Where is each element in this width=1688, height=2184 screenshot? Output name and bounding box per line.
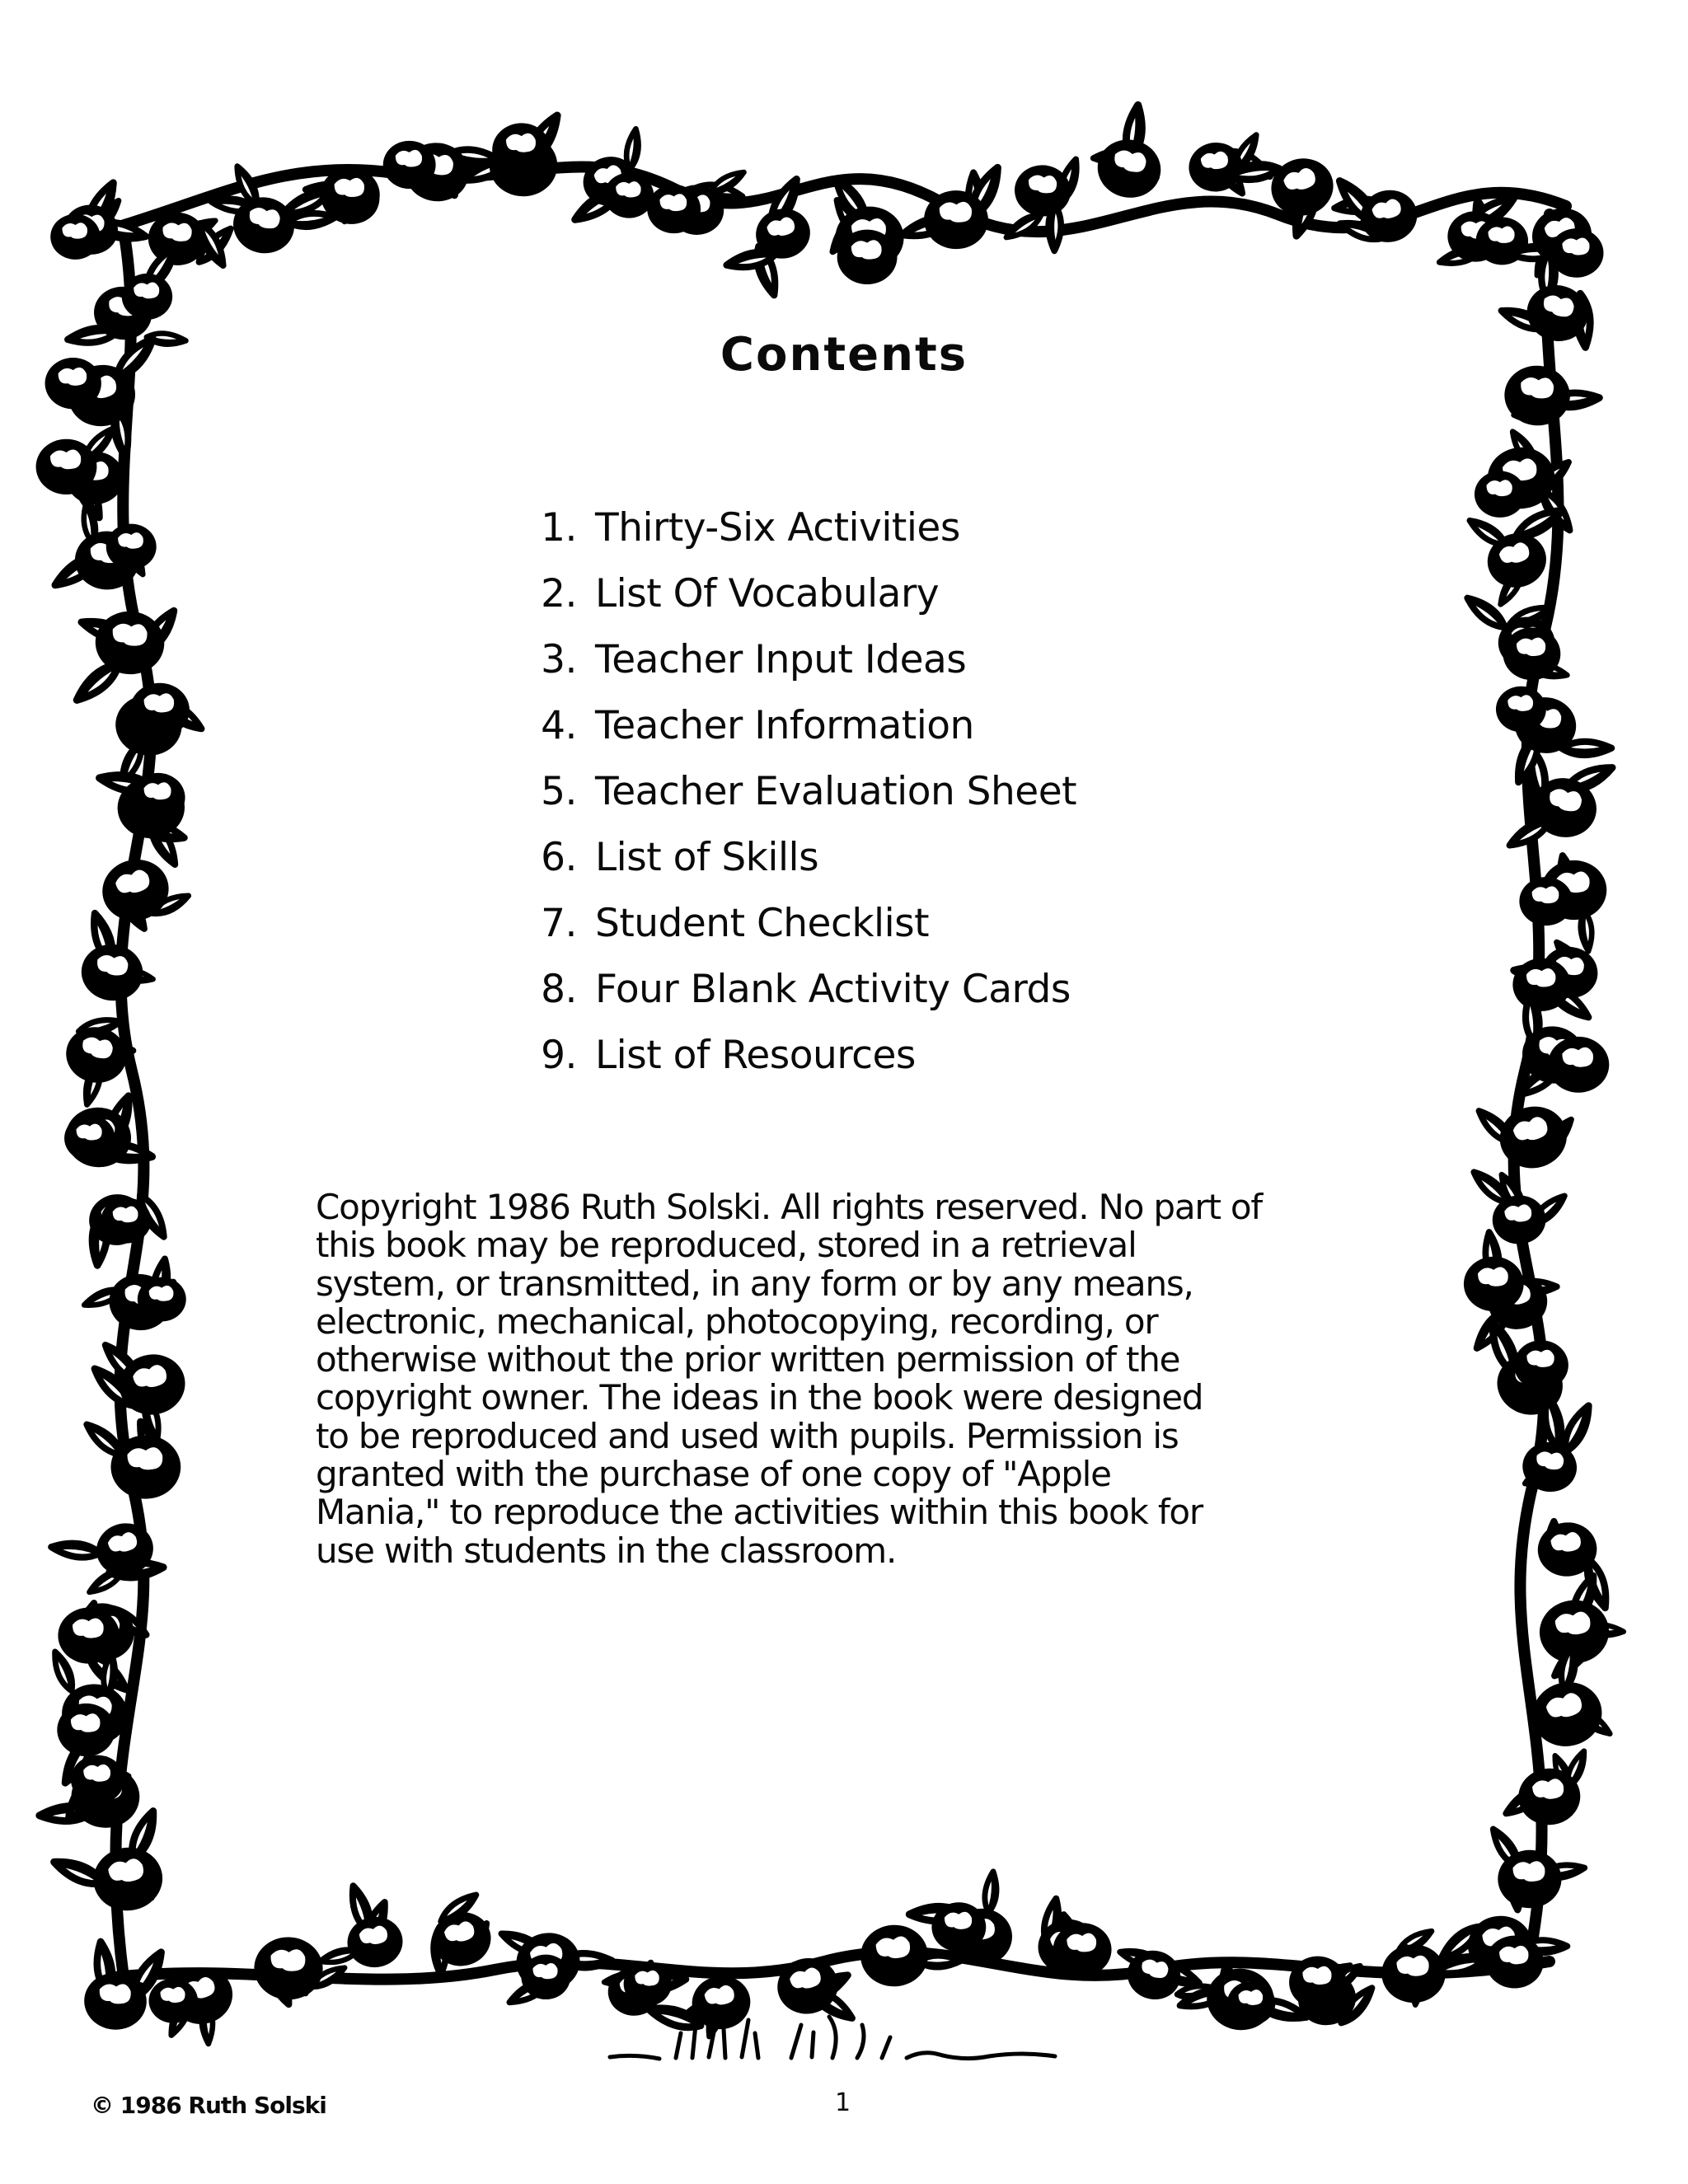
contents-item-label: Four Blank Activity Cards (595, 967, 1071, 1012)
contents-item-label: Thirty-Six Activities (595, 505, 960, 551)
copyright-line: granted with the purchase of one copy of "Apple (316, 1454, 1111, 1495)
copyright-paragraph (316, 1188, 1387, 1570)
contents-item (513, 900, 1076, 966)
copyright-line: to be reproduced and used with pupils. Permission is (316, 1415, 1179, 1456)
copyright-line: otherwise without the prior written permission of the (316, 1339, 1180, 1380)
contents-item-label: Teacher Input Ideas (595, 637, 967, 682)
contents-item-number: 3. (541, 637, 577, 682)
contents-item-label: List of Skills (595, 835, 819, 880)
contents-item (513, 702, 1076, 768)
contents-item (513, 636, 1076, 702)
page-title: Contents (720, 328, 968, 382)
copyright-line: Mania," to reproduce the activities within this book for (316, 1492, 1203, 1533)
contents-item-number: 6. (541, 835, 577, 880)
contents-item-number: 5. (541, 769, 577, 814)
contents-item-number: 4. (541, 703, 577, 748)
contents-item-label: Teacher Information (595, 703, 974, 748)
contents-item-number: 2. (541, 571, 577, 616)
contents-item-label: Student Checklist (595, 901, 930, 946)
contents-item (513, 966, 1076, 1032)
copyright-line: electronic, mechanical, photocopying, recording, or (316, 1301, 1158, 1342)
contents-item-label: List of Resources (595, 1033, 916, 1078)
contents-item-number: 8. (541, 967, 577, 1012)
contents-item (513, 570, 1076, 636)
copyright-line: this book may be reproduced, stored in a retrieval (316, 1225, 1137, 1266)
contents-list (513, 504, 1076, 1098)
contents-item (513, 504, 1076, 570)
contents-item-number: 7. (541, 901, 577, 946)
copyright-line: Copyright 1986 Ruth Solski. All rights reserved. No part of (316, 1187, 1262, 1227)
contents-item-number: 9. (541, 1033, 577, 1078)
footer-copyright-notice: © 1986 Ruth Solski (91, 2092, 326, 2119)
copyright-line: system, or transmitted, in any form or by any means, (316, 1263, 1193, 1304)
contents-item (513, 768, 1076, 834)
contents-item (513, 834, 1076, 900)
contents-item (513, 1032, 1076, 1098)
copyright-line: use with students in the classroom. (316, 1530, 897, 1571)
contents-item-number: 1. (541, 505, 577, 551)
contents-item-label: List Of Vocabulary (595, 571, 940, 616)
copyright-line: copyright owner. The ideas in the book were designed (316, 1377, 1203, 1418)
page-number: 1 (835, 2088, 851, 2117)
contents-item-label: Teacher Evaluation Sheet (595, 769, 1077, 814)
